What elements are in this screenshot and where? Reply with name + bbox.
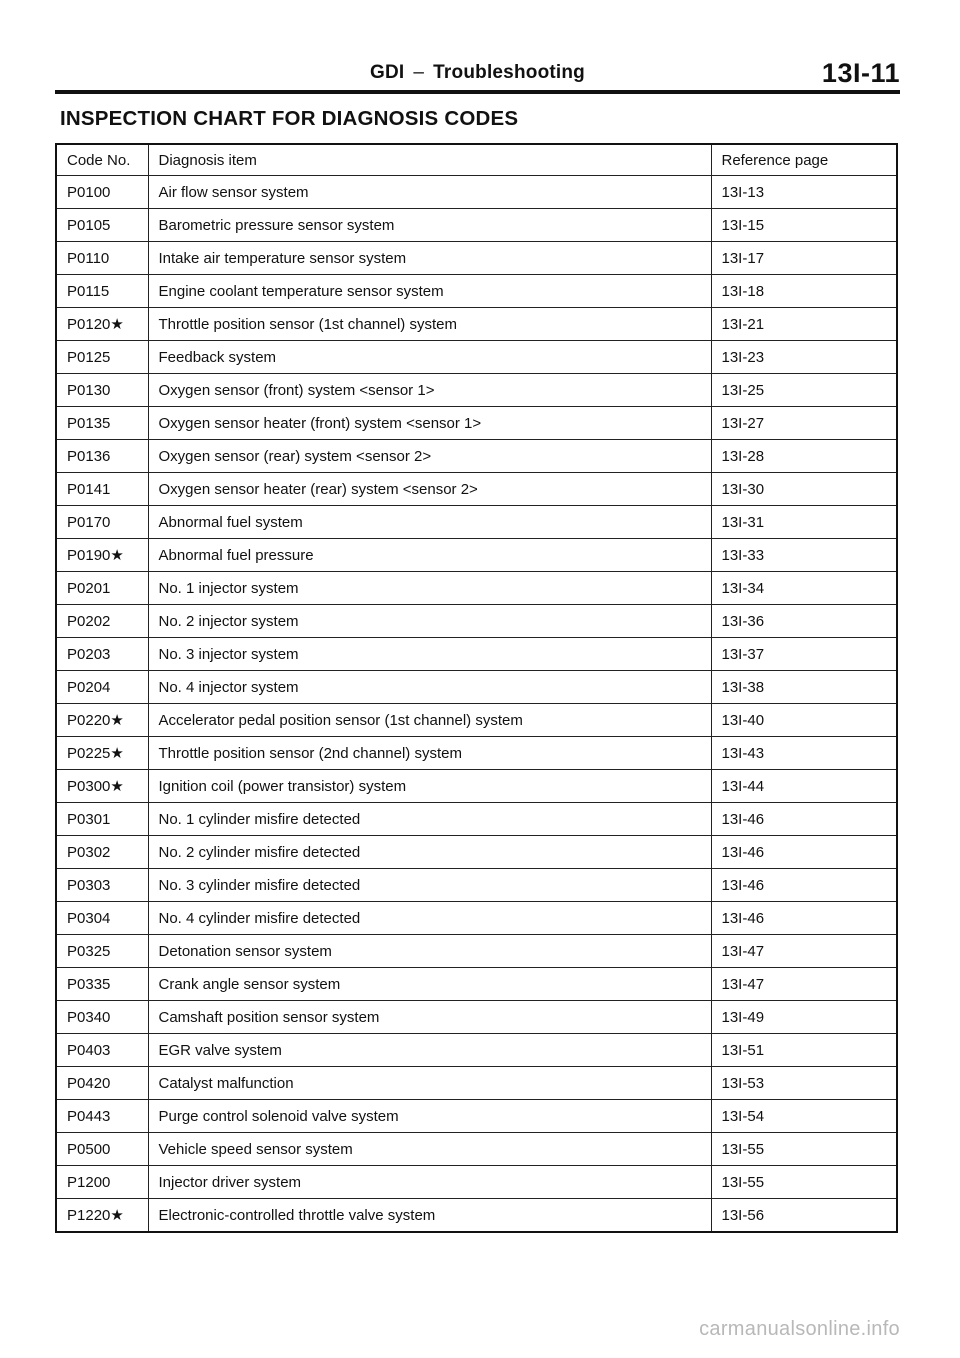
page-header xyxy=(55,58,900,92)
table-row xyxy=(56,1067,897,1100)
reference-page-cell: 13I-46 xyxy=(711,836,897,869)
table-row xyxy=(56,935,897,968)
code-cell: P0220★ xyxy=(56,704,148,737)
code-cell: P0190★ xyxy=(56,539,148,572)
diagnosis-item-cell: Feedback system xyxy=(148,341,711,374)
diagnosis-item-cell: Ignition coil (power transistor) system xyxy=(148,770,711,803)
header-section: GDI xyxy=(370,62,405,83)
code-cell: P0202 xyxy=(56,605,148,638)
diagnosis-item-cell: Purge control solenoid valve system xyxy=(148,1100,711,1133)
diagnosis-item-cell: No. 4 cylinder misfire detected xyxy=(148,902,711,935)
column-header-diagnosis-item: Diagnosis item xyxy=(148,144,711,176)
diagnosis-item-cell: Accelerator pedal position sensor (1st channel) system xyxy=(148,704,711,737)
table-row xyxy=(56,440,897,473)
diagnosis-item-cell: Abnormal fuel pressure xyxy=(148,539,711,572)
code-cell: P0225★ xyxy=(56,737,148,770)
reference-page-cell: 13I-53 xyxy=(711,1067,897,1100)
page-number: 13I-11 xyxy=(821,58,900,88)
reference-page-cell: 13I-17 xyxy=(711,242,897,275)
reference-page-cell: 13I-44 xyxy=(711,770,897,803)
diagnosis-item-cell: Oxygen sensor (rear) system <sensor 2> xyxy=(148,440,711,473)
table-row xyxy=(56,473,897,506)
table-row xyxy=(56,704,897,737)
diagnosis-item-cell: Engine coolant temperature sensor system xyxy=(148,275,711,308)
reference-page-cell: 13I-30 xyxy=(711,473,897,506)
reference-page-cell: 13I-46 xyxy=(711,902,897,935)
reference-page-cell: 13I-51 xyxy=(711,1034,897,1067)
diagnosis-item-cell: Barometric pressure sensor system xyxy=(148,209,711,242)
code-cell: P0340 xyxy=(56,1001,148,1034)
watermark: carmanualsonline.info xyxy=(699,1318,900,1340)
reference-page-cell: 13I-46 xyxy=(711,803,897,836)
code-cell: P0105 xyxy=(56,209,148,242)
code-cell: P0110 xyxy=(56,242,148,275)
diagnosis-item-cell: No. 2 injector system xyxy=(148,605,711,638)
diagnosis-item-cell: No. 4 injector system xyxy=(148,671,711,704)
reference-page-cell: 13I-38 xyxy=(711,671,897,704)
table-row xyxy=(56,1001,897,1034)
code-cell: P0135 xyxy=(56,407,148,440)
header-rule xyxy=(55,90,900,94)
diagnosis-item-cell: Electronic-controlled throttle valve system xyxy=(148,1199,711,1233)
diagnosis-code-table xyxy=(55,143,898,1233)
code-cell: P0300★ xyxy=(56,770,148,803)
code-cell: P0303 xyxy=(56,869,148,902)
code-cell: P0325 xyxy=(56,935,148,968)
page-title: INSPECTION CHART FOR DIAGNOSIS CODES xyxy=(60,107,519,130)
diagnosis-item-cell: Catalyst malfunction xyxy=(148,1067,711,1100)
diagnosis-item-cell: Oxygen sensor heater (rear) system <sensor 2> xyxy=(148,473,711,506)
reference-page-cell: 13I-47 xyxy=(711,935,897,968)
table-row xyxy=(56,275,897,308)
code-cell: P0203 xyxy=(56,638,148,671)
diagnosis-item-cell: Camshaft position sensor system xyxy=(148,1001,711,1034)
table-body xyxy=(56,144,897,1232)
table-row xyxy=(56,1034,897,1067)
reference-page-cell: 13I-43 xyxy=(711,737,897,770)
table-row xyxy=(56,407,897,440)
code-cell: P1200 xyxy=(56,1166,148,1199)
code-cell: P0301 xyxy=(56,803,148,836)
table-row xyxy=(56,341,897,374)
code-cell: P0136 xyxy=(56,440,148,473)
diagnosis-item-cell: Air flow sensor system xyxy=(148,176,711,209)
header-title xyxy=(55,62,900,84)
diagnosis-item-cell: Detonation sensor system xyxy=(148,935,711,968)
diagnosis-item-cell: Injector driver system xyxy=(148,1166,711,1199)
reference-page-cell: 13I-33 xyxy=(711,539,897,572)
table-row xyxy=(56,902,897,935)
code-cell: P0335 xyxy=(56,968,148,1001)
code-cell: P0403 xyxy=(56,1034,148,1067)
reference-page-cell: 13I-28 xyxy=(711,440,897,473)
reference-page-cell: 13I-21 xyxy=(711,308,897,341)
diagnosis-item-cell: No. 2 cylinder misfire detected xyxy=(148,836,711,869)
table-row xyxy=(56,605,897,638)
diagnosis-item-cell: No. 3 cylinder misfire detected xyxy=(148,869,711,902)
diagnosis-item-cell: Vehicle speed sensor system xyxy=(148,1133,711,1166)
table-row xyxy=(56,539,897,572)
table-row xyxy=(56,572,897,605)
table-row xyxy=(56,308,897,341)
header-dash: – xyxy=(413,62,425,83)
diagnosis-item-cell: Oxygen sensor heater (front) system <sensor 1> xyxy=(148,407,711,440)
table-row xyxy=(56,836,897,869)
diagnosis-item-cell: Throttle position sensor (2nd channel) system xyxy=(148,737,711,770)
diagnosis-item-cell: Abnormal fuel system xyxy=(148,506,711,539)
column-header-code: Code No. xyxy=(56,144,148,176)
code-cell: P0120★ xyxy=(56,308,148,341)
table-row xyxy=(56,374,897,407)
table-row xyxy=(56,1199,897,1233)
table-row xyxy=(56,1100,897,1133)
reference-page-cell: 13I-54 xyxy=(711,1100,897,1133)
reference-page-cell: 13I-25 xyxy=(711,374,897,407)
reference-page-cell: 13I-15 xyxy=(711,209,897,242)
code-cell: P0141 xyxy=(56,473,148,506)
table-header-row xyxy=(56,144,897,176)
reference-page-cell: 13I-46 xyxy=(711,869,897,902)
reference-page-cell: 13I-18 xyxy=(711,275,897,308)
table-row xyxy=(56,803,897,836)
reference-page-cell: 13I-36 xyxy=(711,605,897,638)
table-row xyxy=(56,1166,897,1199)
code-cell: P0500 xyxy=(56,1133,148,1166)
reference-page-cell: 13I-49 xyxy=(711,1001,897,1034)
table-row xyxy=(56,209,897,242)
reference-page-cell: 13I-27 xyxy=(711,407,897,440)
diagnosis-item-cell: Oxygen sensor (front) system <sensor 1> xyxy=(148,374,711,407)
reference-page-cell: 13I-34 xyxy=(711,572,897,605)
code-cell: P0170 xyxy=(56,506,148,539)
code-cell: P0201 xyxy=(56,572,148,605)
table-row xyxy=(56,638,897,671)
reference-page-cell: 13I-31 xyxy=(711,506,897,539)
table-row xyxy=(56,770,897,803)
table-row xyxy=(56,176,897,209)
code-cell: P0130 xyxy=(56,374,148,407)
table-row xyxy=(56,968,897,1001)
code-cell: P1220★ xyxy=(56,1199,148,1233)
code-cell: P0304 xyxy=(56,902,148,935)
diagnosis-item-cell: Throttle position sensor (1st channel) system xyxy=(148,308,711,341)
diagnosis-item-cell: Crank angle sensor system xyxy=(148,968,711,1001)
reference-page-cell: 13I-56 xyxy=(711,1199,897,1233)
table-row xyxy=(56,506,897,539)
code-cell: P0420 xyxy=(56,1067,148,1100)
reference-page-cell: 13I-47 xyxy=(711,968,897,1001)
header-subtitle: Troubleshooting xyxy=(433,62,585,83)
code-cell: P0443 xyxy=(56,1100,148,1133)
table-row xyxy=(56,1133,897,1166)
diagnosis-item-cell: EGR valve system xyxy=(148,1034,711,1067)
reference-page-cell: 13I-23 xyxy=(711,341,897,374)
diagnosis-item-cell: No. 3 injector system xyxy=(148,638,711,671)
reference-page-cell: 13I-55 xyxy=(711,1133,897,1166)
diagnosis-item-cell: No. 1 cylinder misfire detected xyxy=(148,803,711,836)
reference-page-cell: 13I-37 xyxy=(711,638,897,671)
reference-page-cell: 13I-13 xyxy=(711,176,897,209)
code-cell: P0204 xyxy=(56,671,148,704)
code-cell: P0125 xyxy=(56,341,148,374)
table-row xyxy=(56,671,897,704)
reference-page-cell: 13I-40 xyxy=(711,704,897,737)
diagnosis-item-cell: No. 1 injector system xyxy=(148,572,711,605)
column-header-reference-page: Reference page xyxy=(711,144,897,176)
code-cell: P0115 xyxy=(56,275,148,308)
table-row xyxy=(56,242,897,275)
reference-page-cell: 13I-55 xyxy=(711,1166,897,1199)
table-row xyxy=(56,869,897,902)
code-cell: P0302 xyxy=(56,836,148,869)
table-row xyxy=(56,737,897,770)
diagnosis-item-cell: Intake air temperature sensor system xyxy=(148,242,711,275)
code-cell: P0100 xyxy=(56,176,148,209)
